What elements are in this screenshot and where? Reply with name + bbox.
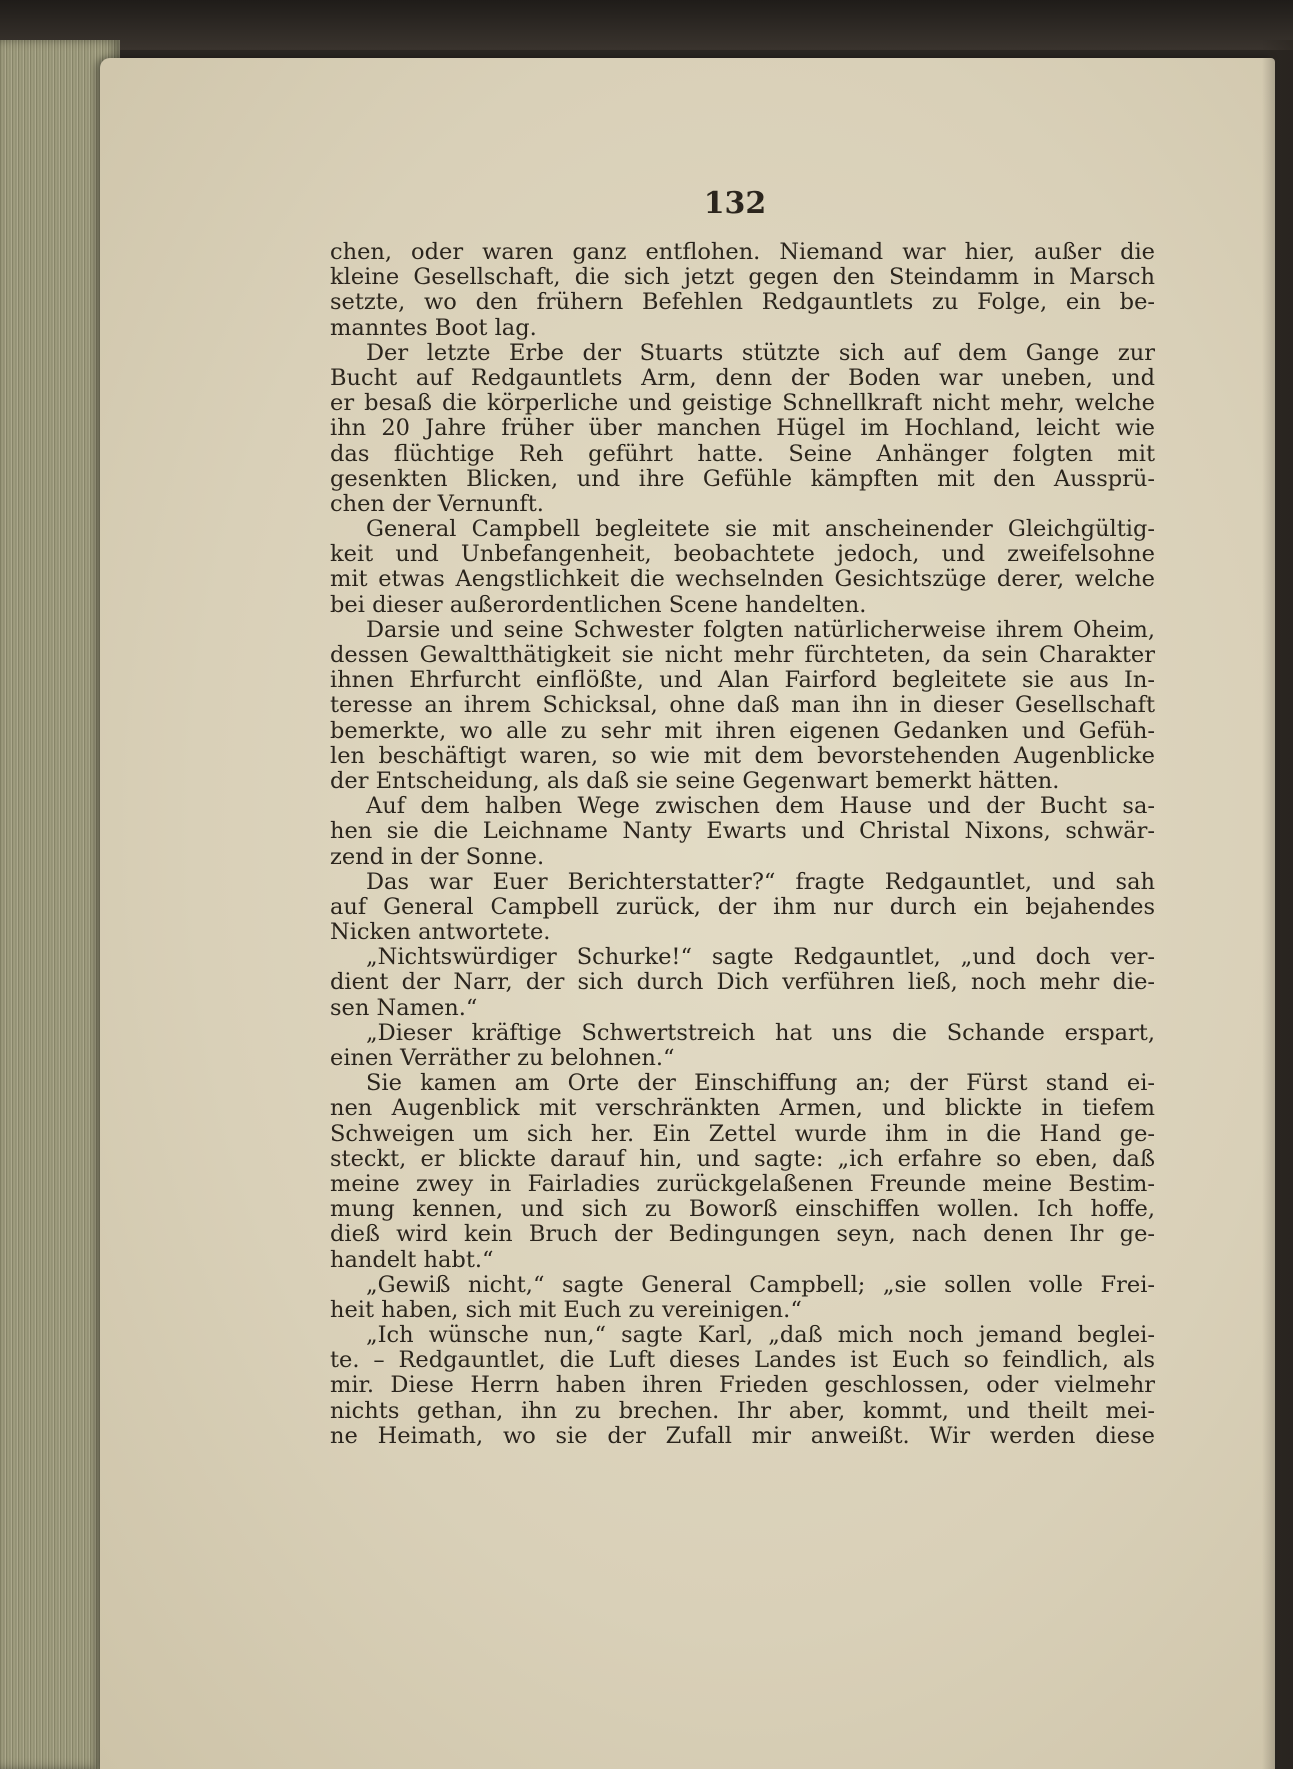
text-line: dessen Gewaltthätigkeit sie nicht mehr fürchteten, da sein Charakter xyxy=(330,643,1155,668)
text-line: einen Verräther zu belohnen.“ xyxy=(330,1046,675,1071)
text-line: handelt habt.“ xyxy=(330,1247,494,1273)
text-line: mir. Diese Herrn haben ihren Frieden geschlossen, oder vielmehr xyxy=(330,1373,1155,1399)
text-line: setzte, wo den frühern Befehlen Redgauntlets zu Folge, ein be- xyxy=(330,290,1155,316)
text-line: auf General Campbell zurück, der ihm nur durch ein bejahendes xyxy=(330,894,1155,920)
text-line: dieß wird kein Bruch der Bedingungen seyn, nach denen Ihr ge- xyxy=(330,1222,1155,1248)
page-body-text xyxy=(330,240,1155,1449)
text-line: nichts gethan, ihn zu brechen. Ihr aber, kommt, und theilt mei- xyxy=(330,1398,1155,1424)
text-line: heit haben, sich mit Euch zu vereinigen.“ xyxy=(330,1297,802,1323)
text-line: te. – Redgauntlet, die Luft dieses Landes ist Euch so feindlich, als xyxy=(330,1348,1155,1374)
text-line: zend in der Sonne. xyxy=(330,844,545,870)
text-line: dient der Narr, der sich durch Dich verführen ließ, noch mehr die- xyxy=(330,970,1155,996)
text-line: manntes Boot lag. xyxy=(330,315,537,341)
text-line: er besaß die körperliche und geistige Schnellkraft nicht mehr, welche xyxy=(330,391,1155,417)
text-line: mung kennen, und sich zu Boworß einschiffen wollen. Ich hoffe, xyxy=(330,1197,1155,1223)
text-line: Darsie und seine Schwester folgten natürlicherweise ihrem Oheim, xyxy=(366,617,1155,643)
right-page-shadow xyxy=(1262,40,1293,1769)
text-line: len beschäftigt waren, so wie mit dem bevorstehenden Augenblicke xyxy=(330,743,1155,769)
text-line: bei dieser außerordentlichen Scene handelten. xyxy=(330,592,867,618)
text-line: ne Heimath, wo sie der Zufall mir anweißt. Wir werden diese xyxy=(330,1423,1155,1449)
text-line: „Ich wünsche nun,“ sagte Karl, „daß mich noch jemand beglei- xyxy=(366,1323,1155,1349)
text-line: steckt, er blickte darauf hin, und sagte: „ich erfahre so eben, daß xyxy=(330,1146,1155,1172)
text-line: „Dieser kräftige Schwertstreich hat uns die Schande erspart, xyxy=(366,1020,1155,1046)
text-line: Sie kamen am Orte der Einschiffung an; der Fürst stand ei- xyxy=(366,1071,1155,1097)
text-line: nen Augenblick mit verschränkten Armen, und blickte in tiefem xyxy=(330,1096,1155,1122)
text-line: meine zwey in Fairladies zurückgelaßenen Freunde meine Bestim- xyxy=(330,1171,1155,1197)
text-line: Auf dem halben Wege zwischen dem Hause und der Bucht sa- xyxy=(366,794,1155,820)
text-line: das flüchtige Reh geführt hatte. Seine Anhänger folgten mit xyxy=(330,441,1155,467)
text-line: hen sie die Leichname Nanty Ewarts und Christal Nixons, schwär- xyxy=(330,819,1155,845)
book-top-edge xyxy=(0,0,1293,50)
text-line: keit und Unbefangenheit, beobachtete jedoch, und zweifelsohne xyxy=(330,542,1155,568)
text-line: Bucht auf Redgauntlets Arm, denn der Boden war uneben, und xyxy=(330,365,1155,391)
text-line: kleine Gesellschaft, die sich jetzt gegen den Steindamm in Marsch xyxy=(330,265,1155,291)
text-line: teresse an ihrem Schicksal, ohne daß man ihn in dieser Gesellschaft xyxy=(330,693,1155,719)
text-line: mit etwas Aengstlichkeit die wechselnden Gesichtszüge derer, welche xyxy=(330,567,1155,593)
text-line: „Gewiß nicht,“ sagte General Campbell; „sie sollen volle Frei- xyxy=(366,1272,1155,1298)
text-line: General Campbell begleitete sie mit anscheinender Gleichgültig- xyxy=(366,517,1155,543)
text-line: Nicken antwortete. xyxy=(330,920,551,946)
text-line: gesenkten Blicken, und ihre Gefühle kämpften mit den Aussprü- xyxy=(330,466,1155,492)
text-line: Das war Euer Berichterstatter?“ fragte Redgauntlet, und sah xyxy=(366,869,1155,895)
text-line: Schweigen um sich her. Ein Zettel wurde ihm in die Hand ge- xyxy=(330,1121,1155,1147)
page-number: 132 xyxy=(703,186,767,221)
text-line: „Nichtswürdiger Schurke!“ sagte Redgauntlet, „und doch ver- xyxy=(366,945,1155,971)
text-line: der Entscheidung, als daß sie seine Gegenwart bemerkt hätten. xyxy=(330,768,1060,794)
text-line: chen, oder waren ganz entflohen. Niemand war hier, außer die xyxy=(330,240,1155,265)
text-line: chen der Vernunft. xyxy=(330,491,544,517)
text-line: ihn 20 Jahre früher über manchen Hügel im Hochland, leicht wie xyxy=(330,416,1155,442)
text-line: ihnen Ehrfurcht einflößte, und Alan Fairford begleitete sie aus In- xyxy=(330,668,1155,694)
text-line: sen Namen.“ xyxy=(330,995,478,1021)
text-line: Der letzte Erbe der Stuarts stützte sich auf dem Gange zur xyxy=(366,340,1155,366)
text-line: bemerkte, wo alle zu sehr mit ihren eigenen Gedanken und Gefüh- xyxy=(330,718,1155,744)
